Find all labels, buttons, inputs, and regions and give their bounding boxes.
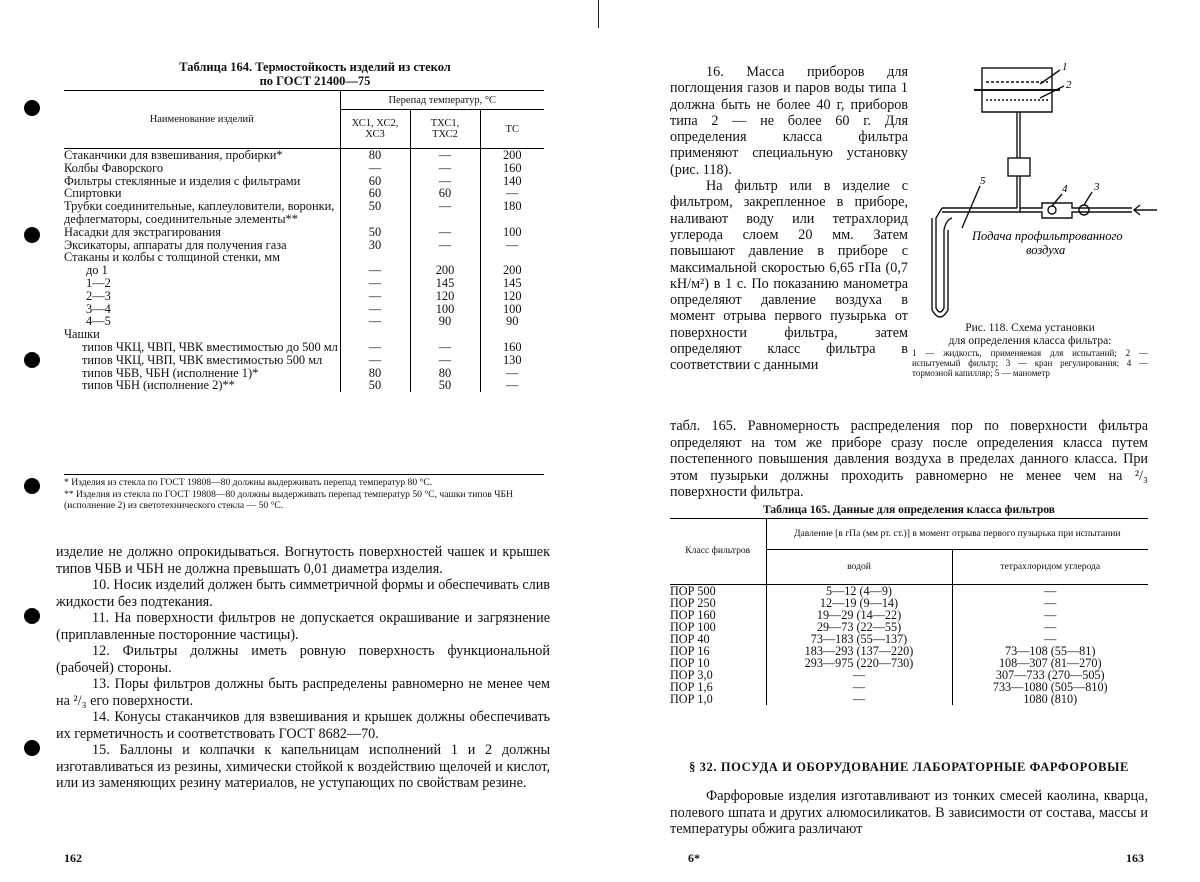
cell-ccl4: —: [952, 585, 1148, 598]
column-header-water: водой: [766, 550, 952, 585]
paragraph: 13. Поры фильтров должны быть распределены равномерно не менее чем на ²/₃ его поверхности.: [56, 676, 550, 709]
cell-xs: —: [340, 341, 410, 354]
vessel-bottom: [982, 90, 1052, 112]
cell-txs: 80: [410, 367, 480, 380]
cell-txs: 50: [410, 379, 480, 392]
text-full-width: [670, 418, 1148, 501]
footnote: ** Изделия из стекла по ГОСТ 19808—80 должны выдерживать перепад температур 50 °С, чашки типов ЧБН (исполнение 2) из светотехнического стекла — 50 °С.: [64, 489, 513, 511]
cell-water: 183—293 (137—220): [766, 645, 952, 657]
section-heading: § 32. ПОСУДА И ОБОРУДОВАНИЕ ЛАБОРАТОРНЫЕ ФАРФОРОВЫЕ: [689, 760, 1129, 774]
table-row: [64, 200, 544, 226]
caption-line: Рис. 118. Схема установки: [965, 322, 1095, 334]
cell-txs: 200: [410, 264, 480, 277]
cell-xs: 30: [340, 239, 410, 252]
cell-name: 2—3: [86, 288, 111, 303]
figure-legend: 1 — жидкость, применяемая для испытаний; 2 — испытуемый фильтр; 3 — кран регулирования; 4 — тормозной капилляр; 5 — манометр: [912, 348, 1148, 378]
binder-hole: [24, 352, 40, 368]
cell-ts: —: [480, 239, 544, 252]
table-title-line: Таблица 164. Термостойкость изделий из стекол: [179, 60, 451, 74]
cell-ccl4: 73—108 (55—81): [952, 645, 1148, 657]
figure-caption: [912, 322, 1148, 347]
figure-118: [922, 58, 1172, 320]
control-valve: [1079, 205, 1089, 215]
footnote: * Изделия из стекла по ГОСТ 19808—80 должны выдерживать перепад температур 80 °С.: [64, 477, 433, 488]
paragraph: табл. 165. Равномерность распределения пор по поверхности фильтра определяют на том же приборе сразу после определения класса путем постепенного повышения давления воздуха в пределах данного класса. При этом пузырьки должны проходить равномерно не менее чем на ²/₃ поверхности фильтра.: [670, 418, 1148, 500]
cell-name: 3—4: [86, 301, 111, 316]
cell-ts: 180: [480, 200, 544, 226]
cell-name: 4—5: [86, 314, 111, 329]
cell-txs: —: [410, 200, 480, 226]
cell-water: 19—29 (14—22): [766, 609, 952, 621]
column-group-header: Давление [в гПа (мм рт. ст.)] в момент отрыва первого пузырька при испытании: [766, 519, 1148, 550]
cell-water: —: [766, 681, 952, 693]
cell-xs: 50: [340, 226, 410, 239]
page-number: 162: [64, 851, 82, 865]
figure-annotation: воздуха: [1026, 243, 1066, 257]
table-row: [670, 693, 1148, 705]
cell-ts: 100: [480, 226, 544, 239]
paragraph: изделие не должно опрокидываться. Вогнутость поверхностей чашек и крышек типов ЧБВ и ЧБН не должна превышать 0,01 диаметра изделия.: [56, 544, 550, 577]
signature-mark: 6*: [688, 851, 700, 865]
cell-xs: 50: [340, 200, 410, 226]
cell-class: ПОР 10: [670, 656, 710, 670]
cell-txs: —: [410, 354, 480, 367]
table-row: [64, 341, 544, 354]
arrow-icon: [1134, 205, 1157, 215]
binder-hole: [24, 478, 40, 494]
cell-xs: —: [340, 264, 410, 277]
cell-ts: 100: [480, 303, 544, 316]
table-footnotes: [64, 474, 544, 512]
cell-name: Трубки соединительные, каплеуловители, воронки, дефлегматоры, соединительные элементы**: [64, 199, 335, 226]
cell-class: ПОР 16: [670, 644, 710, 658]
cell-water: 12—19 (9—14): [766, 597, 952, 609]
cell-name: типов ЧКЦ, ЧВП, ЧВК вместимостью до 500 мл: [82, 339, 338, 354]
cell-txs: 145: [410, 277, 480, 290]
paragraph: 11. На поверхности фильтров не допускается окрашивание и загрязнение (приплавленные посторонние частицы).: [56, 610, 550, 643]
paragraph: На фильтр или в изделие с фильтром, закрепленное в приборе, наливают воду или тетрахлорид углерода слоем 20 мм. Затем повышают давление в приборе с максимальной скоростью 6,65 гПа (0,7 кН/м²) в 1 с. По показанию манометра определяют давление воздуха в момент отрыва первого пузырька от поверхности фильтра, затем определяют класс фильтра в соответствии с данными: [670, 178, 908, 374]
cell-class: ПОР 3,0: [670, 668, 713, 682]
section-body: [670, 788, 1148, 838]
binder-hole: [24, 100, 40, 116]
cell-class: ПОР 100: [670, 620, 716, 634]
table-row: [670, 585, 1148, 598]
column-header-txs: ТХС1, ТХС2: [410, 110, 480, 149]
table-164-title: [105, 60, 525, 88]
column-header-xs: ХС1, ХС2, ХС3: [340, 110, 410, 149]
body-text: [56, 544, 550, 792]
cell-water: 293—975 (220—730): [766, 657, 952, 669]
cell-name: Фильтры стеклянные и изделия с фильтрами: [64, 173, 301, 188]
cell-ccl4: 1080 (810): [952, 693, 1148, 705]
cell-ccl4: —: [952, 609, 1148, 621]
table-title-line: по ГОСТ 21400—75: [259, 74, 371, 88]
cell-ccl4: 307—733 (270—505): [952, 669, 1148, 681]
cell-ccl4: 733—1080 (505—810): [952, 681, 1148, 693]
cell-xs: —: [340, 162, 410, 175]
cell-ts: —: [480, 379, 544, 392]
cell-ts: 130: [480, 354, 544, 367]
page-number: 163: [1126, 851, 1144, 865]
text-column: [670, 64, 908, 374]
cell-class: ПОР 1,0: [670, 692, 713, 706]
table-row: [64, 315, 544, 328]
binder-hole: [24, 740, 40, 756]
filter-setup-diagram: [922, 58, 1172, 320]
paragraph: 14. Конусы стаканчиков для взвешивания и крышек должны обеспечивать их герметичность и соответствовать ГОСТ 8682—70.: [56, 709, 550, 742]
cell-name: типов ЧБН (исполнение 2)**: [82, 378, 235, 393]
cell-txs: 120: [410, 290, 480, 303]
left-page: [0, 0, 598, 882]
paragraph: 10. Носик изделий должен быть симметричной формы и обеспечивать слив жидкости без подтекания.: [56, 577, 550, 610]
table-165-body: [670, 585, 1148, 706]
cell-ccl4: —: [952, 597, 1148, 609]
cell-txs: 100: [410, 303, 480, 316]
column-header-ts: ТС: [480, 110, 544, 149]
cell-txs: —: [410, 341, 480, 354]
cell-water: 5—12 (4—9): [766, 585, 952, 598]
cell-ts: 120: [480, 290, 544, 303]
cell-name: типов ЧКЦ, ЧВП, ЧВК вместимостью 500 мл: [82, 352, 323, 367]
cell-xs: —: [340, 354, 410, 367]
column-header-class: Класс фильтров: [670, 519, 766, 585]
cell-name: Стаканчики для взвешивания, пробирки*: [64, 148, 283, 162]
book-spine: [598, 0, 600, 882]
figure-label: 5: [980, 175, 986, 187]
cell-txs: 60: [410, 187, 480, 200]
cell-xs: —: [340, 315, 410, 328]
cell-water: 29—73 (22—55): [766, 621, 952, 633]
cell-water: —: [766, 693, 952, 705]
cell-txs: —: [410, 162, 480, 175]
cell-class: ПОР 40: [670, 632, 710, 646]
cell-water: —: [766, 669, 952, 681]
table-row: [64, 379, 544, 392]
table-row: [64, 264, 544, 277]
table-row: [64, 277, 544, 290]
figure-annotation: Подача профильтрованного: [972, 229, 1123, 243]
paragraph: 15. Баллоны и колпачки к капельницам исполнений 1 и 2 должны изготавливаться из резины, химически стойкой к воздействию щелочей и кислот, или из заменяющих резину материалов, не уступающих по свойствам резине.: [56, 742, 550, 791]
cell-class: ПОР 250: [670, 596, 716, 610]
table-165: [670, 518, 1148, 705]
table-row: [64, 175, 544, 188]
cell-xs: 80: [340, 149, 410, 162]
binder-hole: [24, 608, 40, 624]
figure-label: 1: [1062, 61, 1068, 73]
cell-ts: —: [480, 187, 544, 200]
table-row: [670, 609, 1148, 621]
column-header-ccl4: тетрахлоридом углерода: [952, 550, 1148, 585]
cell-ts: —: [480, 367, 544, 380]
cell-class: ПОР 500: [670, 584, 716, 598]
cell-xs: —: [340, 277, 410, 290]
vessel-top: [982, 68, 1052, 90]
cell-name: Насадки для экстрагирования: [64, 224, 221, 239]
column-group-header: Перепад температур, °С: [340, 91, 544, 110]
cell-txs: —: [410, 149, 480, 162]
table-row: [64, 226, 544, 239]
cell-name: Эксикаторы, аппараты для получения газа: [64, 237, 287, 252]
table-165-title: Таблица 165. Данные для определения класса фильтров: [762, 504, 1056, 516]
cell-name: Колбы Фаворского: [64, 160, 164, 175]
cell-ts: 90: [480, 315, 544, 328]
table-row: [64, 303, 544, 316]
table-row: [64, 162, 544, 175]
table-row: [64, 149, 544, 162]
table-row: [64, 251, 544, 264]
cell-txs: 90: [410, 315, 480, 328]
paragraph: Фарфоровые изделия изготавливают из тонких смесей каолина, кварца, полевого шпата и других алюмосиликатов. В зависимости от состава, массы и температуры обжига различают: [670, 788, 1148, 837]
cell-ts: 145: [480, 277, 544, 290]
figure-label: 3: [1094, 181, 1100, 193]
right-page: [602, 0, 1200, 882]
cell-txs: —: [410, 239, 480, 252]
cell-name: 1—2: [86, 275, 111, 290]
cell-ts: 160: [480, 341, 544, 354]
caption-line: для определения класса фильтра:: [948, 334, 1112, 347]
cell-xs: —: [340, 303, 410, 316]
cell-ts: 200: [480, 149, 544, 162]
figure-label: 4: [1062, 183, 1068, 195]
cell-xs: —: [340, 290, 410, 303]
column-header-name: Наименование изделий: [64, 91, 340, 149]
cell-ccl4: —: [952, 633, 1148, 645]
cell-xs: 50: [340, 379, 410, 392]
cell-name: до 1: [86, 263, 108, 278]
table-row: [64, 290, 544, 303]
cell-xs: 80: [340, 367, 410, 380]
table-164-body: [64, 149, 544, 393]
cell-ts: 140: [480, 175, 544, 188]
cell-xs: 60: [340, 187, 410, 200]
cell-water: 73—183 (55—137): [766, 633, 952, 645]
cell-name: Чашки: [64, 327, 100, 342]
paragraph: 16. Масса приборов для поглощения газов и паров воды типа 1 должна быть не более 40 г, приборов типа 2 — не более 60 г. Для определения класса фильтра применяют специальную установку (рис. 118).: [670, 64, 908, 178]
cell-ts: 200: [480, 264, 544, 277]
cell-ccl4: 108—307 (81—270): [952, 657, 1148, 669]
cell-name: типов ЧБВ, ЧБН (исполнение 1)*: [82, 365, 259, 380]
table-row: [670, 621, 1148, 633]
table-row: [670, 597, 1148, 609]
table-164: [64, 90, 544, 392]
table-row: [64, 354, 544, 367]
binder-hole: [24, 227, 40, 243]
cell-xs: 60: [340, 175, 410, 188]
manometer: [936, 208, 952, 312]
capillary-block: [1008, 158, 1030, 176]
cell-name: Стаканы и колбы с толщиной стенки, мм: [64, 250, 280, 265]
cell-ccl4: —: [952, 621, 1148, 633]
cell-ts: 160: [480, 162, 544, 175]
cell-class: ПОР 160: [670, 608, 716, 622]
figure-label: 2: [1066, 79, 1072, 91]
cell-class: ПОР 1,6: [670, 680, 713, 694]
cell-txs: —: [410, 226, 480, 239]
cell-name: Спиртовки: [64, 186, 122, 201]
cell-txs: —: [410, 175, 480, 188]
paragraph: 12. Фильтры должны иметь ровную поверхность функциональной (рабочей) стороны.: [56, 643, 550, 676]
